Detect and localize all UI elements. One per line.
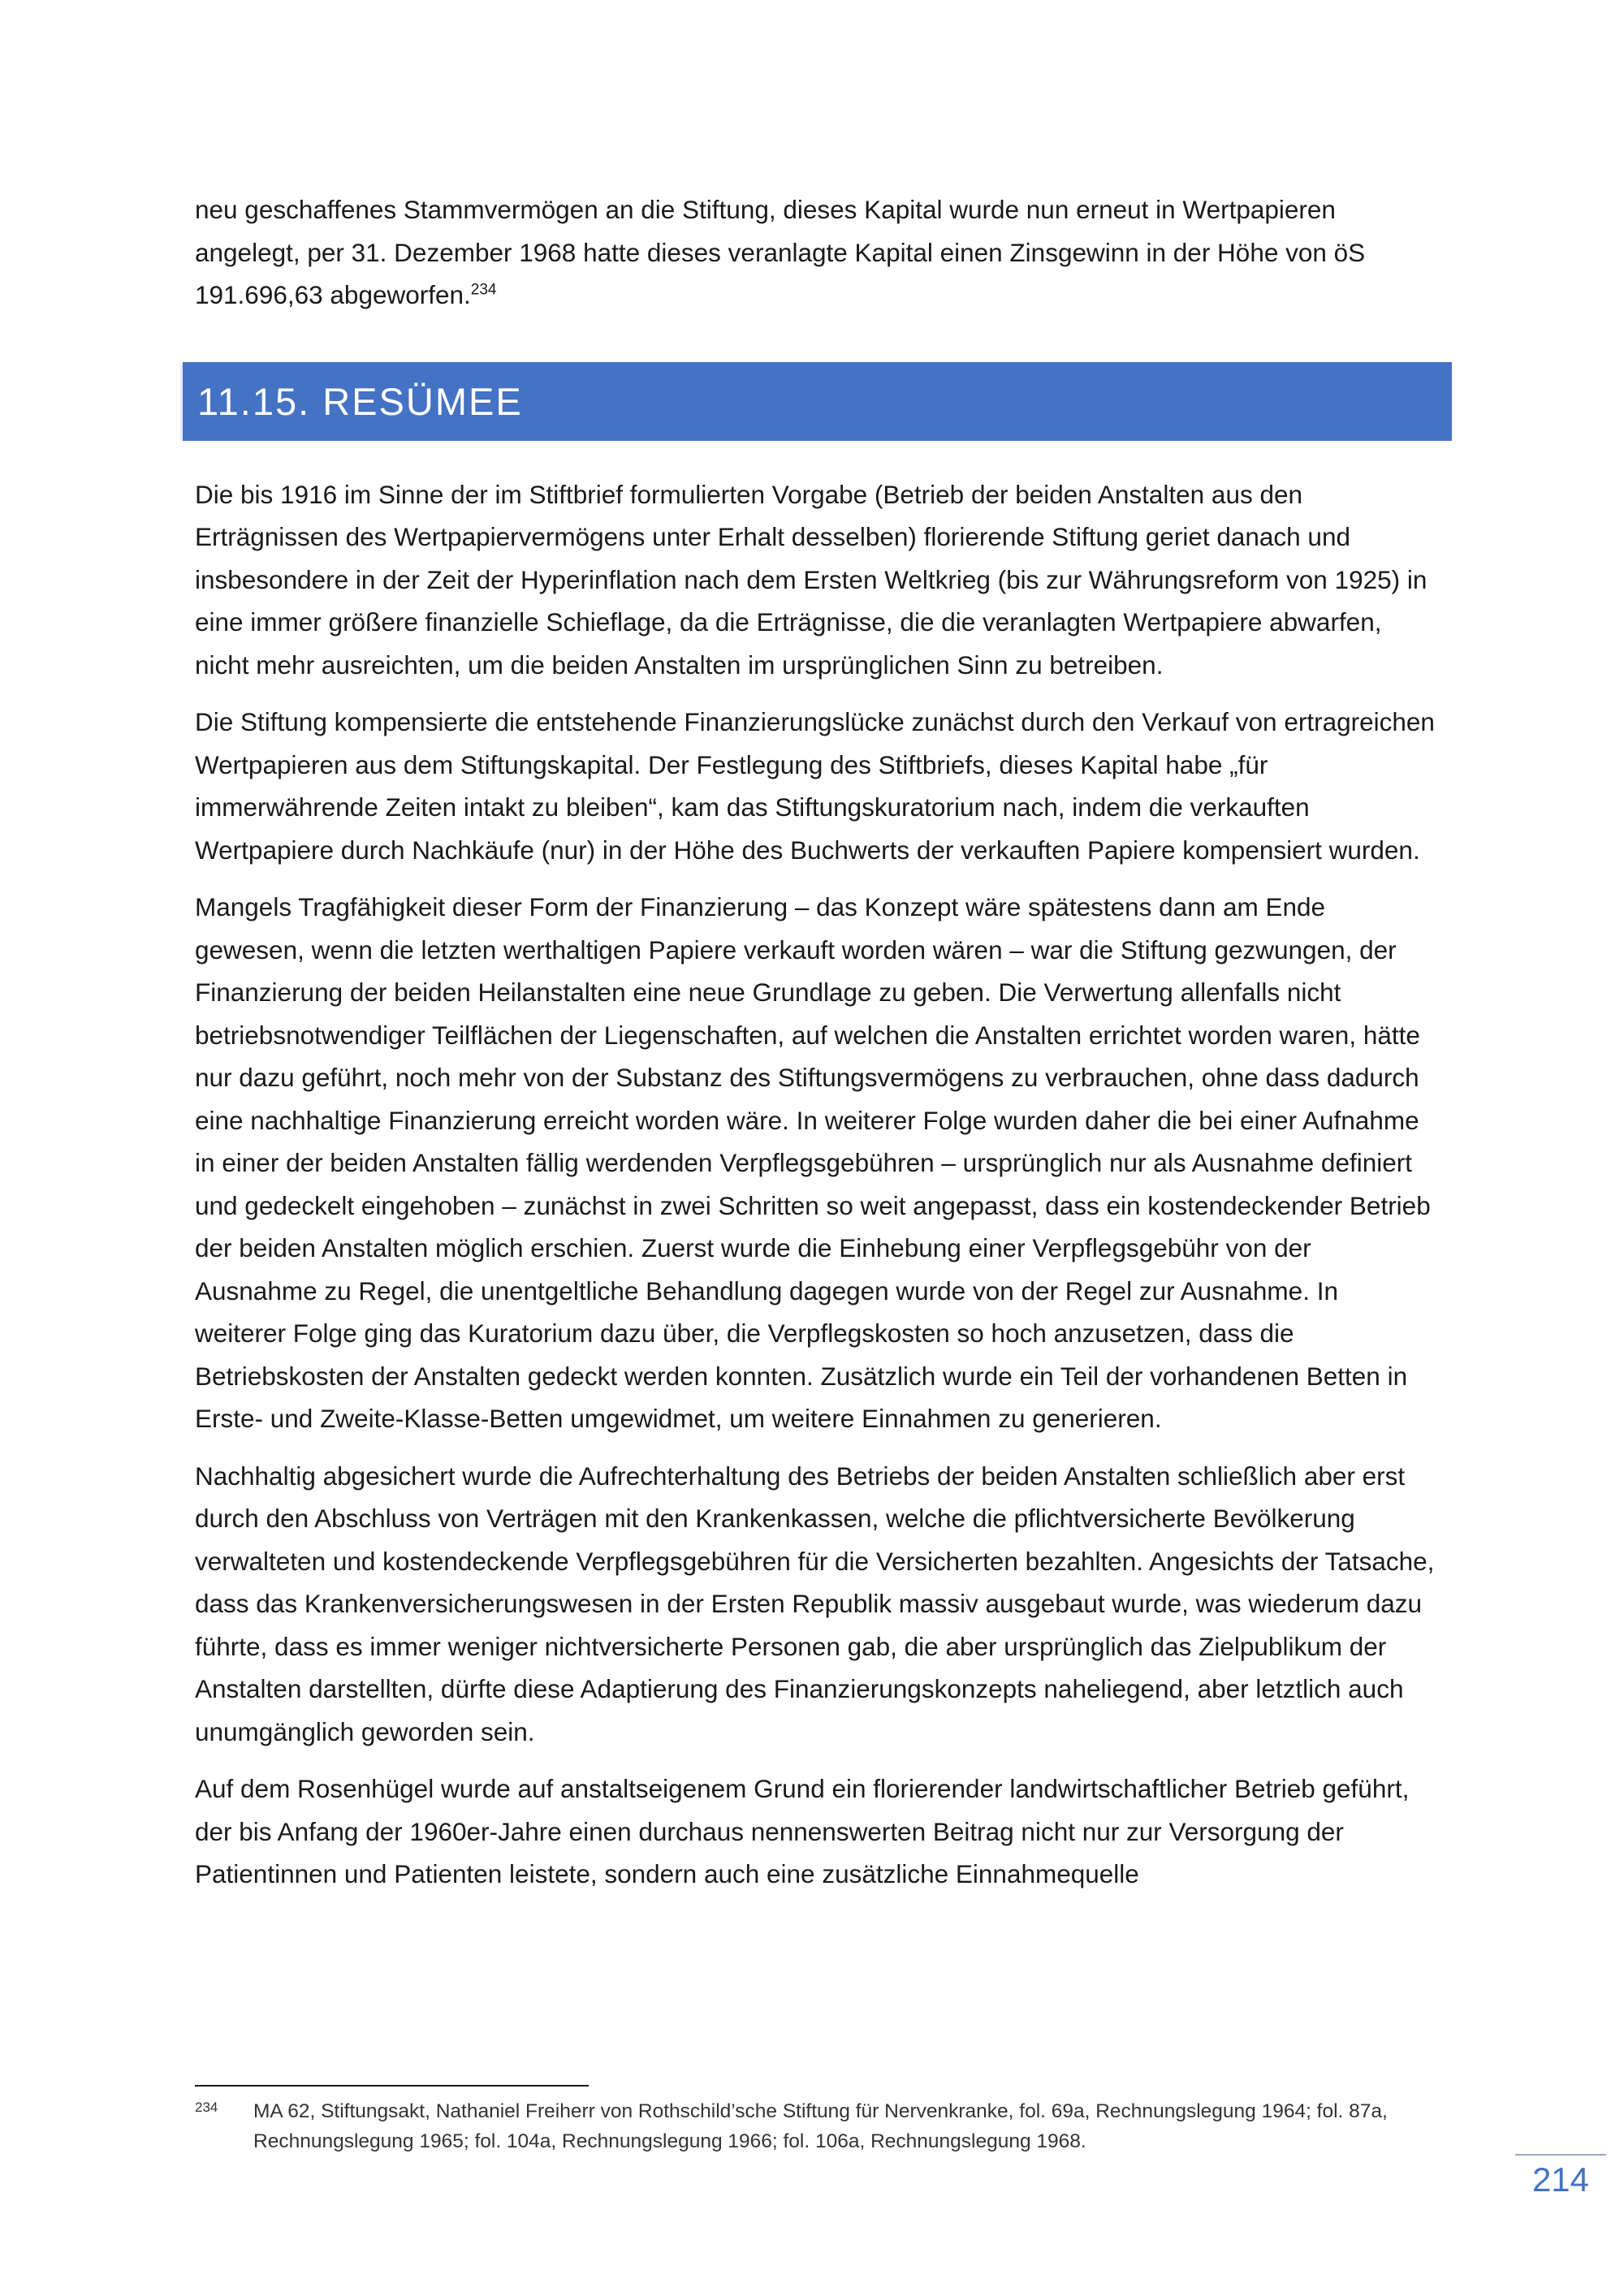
page-body bbox=[195, 188, 1436, 1896]
intro-paragraph bbox=[195, 188, 1436, 317]
footnote-reference[interactable]: 234 bbox=[470, 281, 497, 299]
paragraph: Auf dem Rosenhügel wurde auf anstaltseigenem Grund ein florierender landwirtschaftlicher Betrieb geführt, der bis Anfang der 1960er-Jahre einen durchaus nennenswerten Beitrag nicht nur zur Versorgung der Patientinnen und Patienten leistete, sondern auch eine zusätzliche Einnahmequelle bbox=[195, 1774, 1410, 1888]
paragraph: Die Stiftung kompensierte die entstehende Finanzierungslücke zunächst durch den Verkauf von ertragreichen Wertpapieren aus dem Stiftungskapital. Der Festlegung des Stiftbriefs, dieses Kapital habe „für immerwährende Zeiten intakt zu bleiben“, kam das Stiftungskuratorium nach, indem die verkauften Wertpapiere durch Nachkäufe (nur) in der Höhe des Buchwerts der verkauften Papiere kompensiert wurden. bbox=[195, 707, 1435, 865]
section-heading: 11.15. RESÜMEE bbox=[197, 379, 523, 423]
footnote-divider bbox=[195, 2085, 589, 2087]
paragraph: Die bis 1916 im Sinne der im Stiftbrief formulierten Vorgabe (Betrieb der beiden Anstalten aus den Erträgnissen des Wertpapiervermögens unter Erhalt desselben) florierende Stiftung geriet danach und insbesondere in der Zeit der Hyperinflation nach dem Ersten Weltkrieg (bis zur Währungsreform von 1925) in eine immer größere finanzielle Schieflage, da die Erträgnisse, die die veranlagten Wertpapiere abwarfen, nicht mehr ausreichten, um die beiden Anstalten im ursprünglichen Sinn zu betreiben. bbox=[195, 479, 1427, 680]
intro-text: neu geschaffenes Stammvermögen an die Stiftung, dieses Kapital wurde nun erneut in Wertpapieren angelegt, per 31. Dezember 1968 hatte dieses veranlagte Kapital einen Zinsgewinn in der Höhe von öS 191.696,63 abgeworfen. bbox=[195, 195, 1366, 309]
section-heading-bar bbox=[180, 362, 1452, 441]
page-number: 214 bbox=[1531, 2160, 1590, 2199]
footnote-number: 234 bbox=[195, 2100, 218, 2115]
footnote-text: MA 62, Stiftungsakt, Nathaniel Freiherr von Rothschild’sche Stiftung für Nervenkranke, fol. 69a, Rechnungslegung 1964; fol. 87a, Rechnungslegung 1965; fol. 104a, Rechnungslegung 1966; fol. 106a, Rechnungslegung 1968. bbox=[253, 2100, 1388, 2152]
paragraph: Nachhaltig abgesichert wurde die Aufrechterhaltung des Betriebs der beiden Anstalten schließlich aber erst durch den Abschluss von Verträgen mit den Krankenkassen, welche die pflichtversicherte Bevölkerung verwalteten und kostendeckende Verpflegsgebühren für die Versicherten bezahlten. Angesichts der Tatsache, dass das Krankenversicherungswesen in der Ersten Republik massiv ausgebaut wurde, was wiederum dazu führte, dass es immer weniger nichtversicherte Personen gab, die aber ursprünglich das Zielpublikum der Anstalten darstellten, dürfte diese Adaptierung des Finanzierungskonzepts naheliegend, aber letztlich auch unumgänglich geworden sein. bbox=[195, 1461, 1435, 1746]
footnote bbox=[195, 2096, 1437, 2156]
paragraph: Mangels Tragfähigkeit dieser Form der Finanzierung – das Konzept wäre spätestens dann am Ende gewesen, wenn die letzten werthaltigen Papiere verkauft worden wären – war die Stiftung gezwungen, der Finanzierung der beiden Heilanstalten eine neue Grundlage zu geben. Die Verwertung allenfalls nicht betriebsnotwendiger Teilflächen der Liegenschaften, auf welchen die Anstalten errichtet worden waren, hätte nur dazu geführt, noch mehr von der Substanz des Stiftungsvermögens zu verbrauchen, ohne dass dadurch eine nachhaltige Finanzierung erreicht worden wäre. In weiterer Folge wurden daher die bei einer Aufnahme in einer der beiden Anstalten fällig werdenden Verpflegsgebühren – ursprünglich nur als Ausnahme definiert und gedeckelt eingehoben – zunächst in zwei Schritten so weit angepasst, dass ein kostendeckender Betrieb der beiden Anstalten möglich erschien. Zuerst wurde die Einhebung einer Verpflegsgebühr von der Ausnahme zu Regel, die unentgeltliche Behandlung dagegen wurde von der Regel zur Ausnahme. In weiterer Folge ging das Kuratorium dazu über, die Verpflegskosten so hoch anzusetzen, dass die Betriebskosten der Anstalten gedeckt werden konnten. Zusätzlich wurde ein Teil der vorhandenen Betten in Erste- und Zweite-Klasse-Betten umgewidmet, um weitere Einnahmen zu generieren. bbox=[195, 892, 1431, 1433]
page-number-rule bbox=[1515, 2154, 1606, 2156]
